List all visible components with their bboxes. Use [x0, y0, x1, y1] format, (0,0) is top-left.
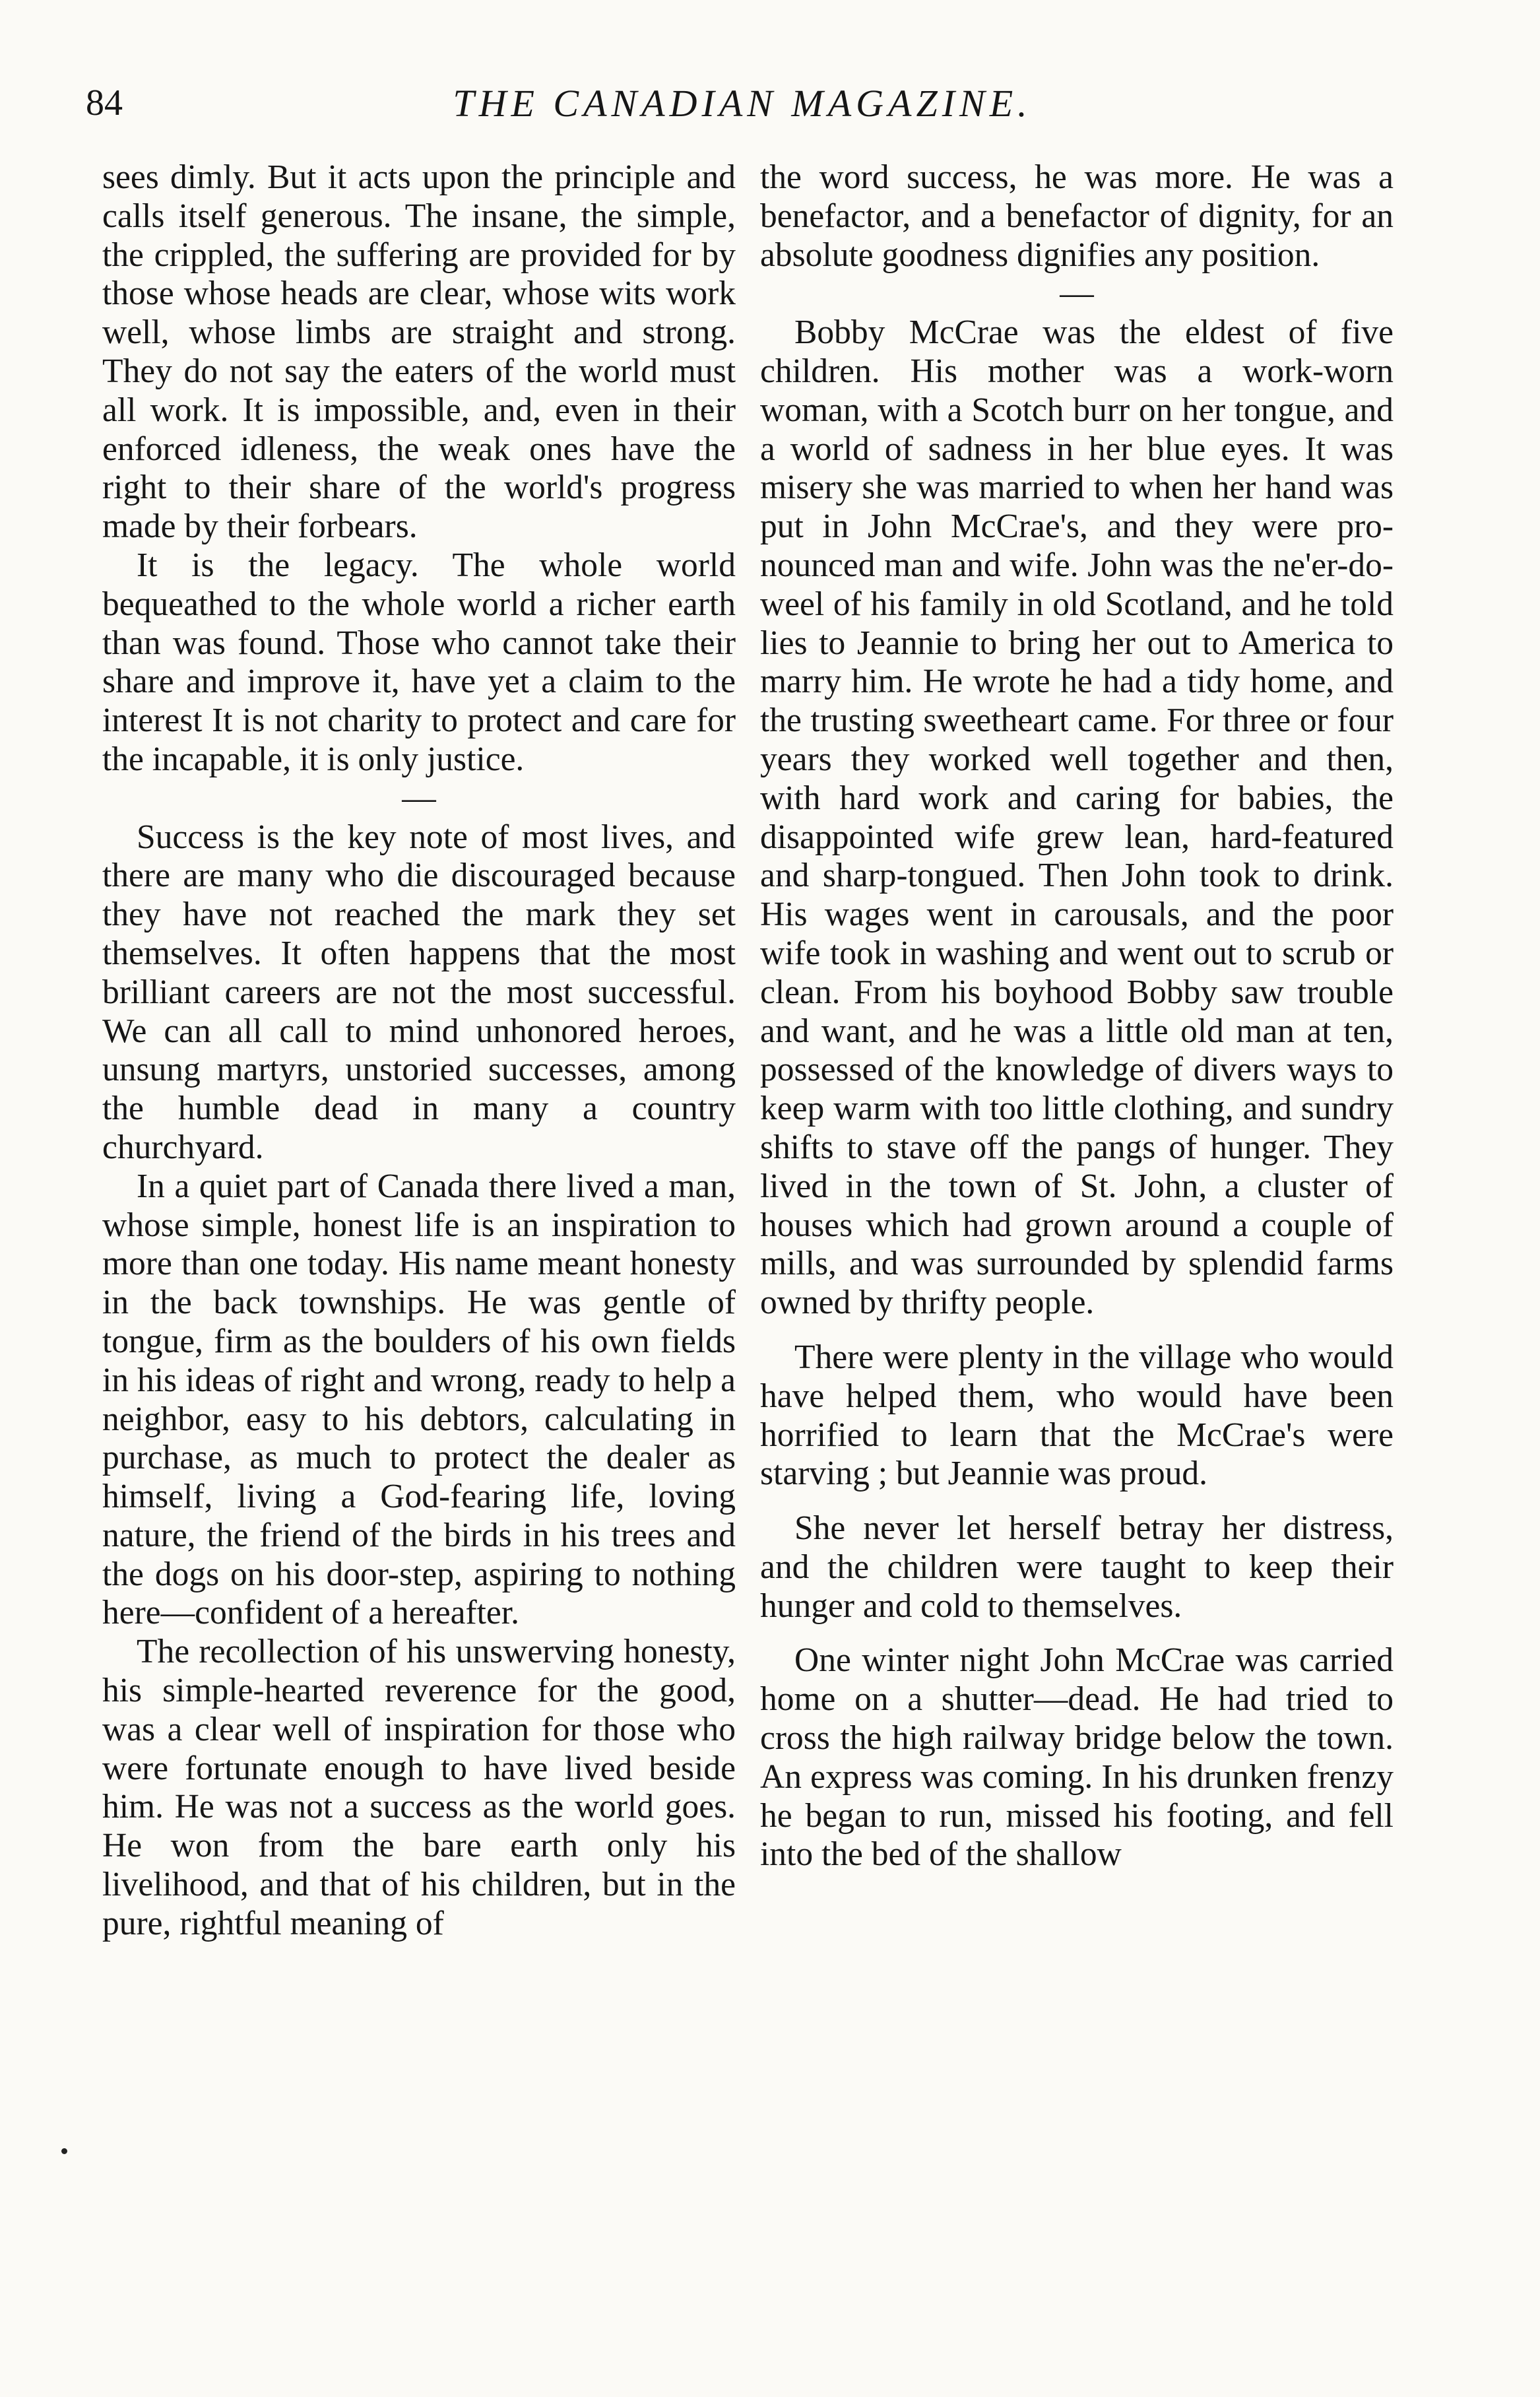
left-column [102, 158, 736, 1944]
page-number: 84 [86, 82, 123, 123]
paragraph: In a quiet part of Canada there lived a man, whose simple, honest life is an inspiration to more than one today. His name meant honesty in the back townships. He was gentle of tongue, firm as the boulders of his own fields in his ideas of right and wrong, ready to help a neighbor, easy to his debtors, calculating in purchase, as much to protect the dealer as himself, living a God-fearing life, loving nature, the friend of the birds in his trees and the dogs on his door-step, aspiring to nothing here—confident of a hereafter. [102, 1167, 736, 1632]
paragraph: Success is the key note of most lives, and there are many who die discouraged because they have not reached the mark they set themselves. It often happens that the most brilliant careers are not the most successful. We can all call to mind unhonored heroes, unsung martyrs, unstoried successes, among the humble dead in many a country churchyard. [102, 818, 736, 1166]
right-column [760, 158, 1394, 1874]
paragraph: One winter night John McCrae was carried home on a shutter—dead. He had tried to cross the high railway bridge below the town. An express was coming. In his drunken frenzy he began to run, missed his footing, and fell into the bed of the shallow [760, 1641, 1394, 1874]
paragraph: She never let herself betray her distress, and the children were taught to keep their hunger and cold to themselves. [760, 1509, 1394, 1625]
paragraph: The recollection of his unswerving honesty, his simple-hearted reverence for the good, was a clear well of inspiration for those who were fortunate enough to have lived beside him. He was not a success as the world goes. He won from the bare earth only his livelihood, and that of his children, but in the pure, rightful meaning of [102, 1633, 736, 1942]
paragraph: Bobby McCrae was the eldest of five children. His mother was a work-worn woman, with a Scotch burr on her tongue, and a world of sadness in her blue eyes. It was misery she was married to when her hand was put in John McCrae's, and they were pronounced man and wife. John was the ne'er-do-weel of his family in old Scotland, and he told lies to Jeannie to bring her out to America to marry him. He wrote he had a tidy home, and the trusting sweetheart came. For three or four years they worked well together and then, with hard work and caring for babies, the disappointed wife grew lean, hard-featured and sharp-tongued. Then John took to drink. His wages went in carousals, and the poor wife took in washing and went out to scrub or clean. From his boyhood Bobby saw trouble and want, and he was a little old man at ten, possessed of the knowledge of divers ways to keep warm with too little clothing, and sundry shifts to stave off the pangs of hunger. They lived in the town of St. John, a cluster of houses which had grown around a couple of mills, and was surrounded by splendid farms owned by thrifty people. [760, 313, 1394, 1322]
paragraph: sees dimly. But it acts upon the principle and calls itself generous. The insane, the simple, the crippled, the suffering are provided for by those whose heads are clear, whose wits work well, whose limbs are straight and strong. They do not say the eaters of the world must all work. It is impossible, and, even in their enforced idleness, the weak ones have the right to their share of the world's progress made by their forbears. [102, 158, 736, 546]
running-title: THE CANADIAN MAGAZINE. [453, 82, 1032, 125]
paragraph: It is the legacy. The whole world bequeathed to the whole world a richer earth than was found. Those who cannot take their share and improve it, have yet a claim to the interest It is not charity to protect and care for the incapable, it is only justice. [102, 546, 736, 778]
section-separator: — [402, 779, 436, 817]
margin-dot-mark [61, 2148, 67, 2154]
paragraph: There were plenty in the village who would have helped them, who would have been horrified to learn that the McCrae's were starving ; but Jeannie was proud. [760, 1338, 1394, 1493]
paragraph: the word success, he was more. He was a benefactor, and a benefactor of dignity, for an absolute goodness dignifies any position. [760, 158, 1394, 274]
page-header [86, 73, 1399, 139]
section-separator: — [1060, 275, 1094, 313]
